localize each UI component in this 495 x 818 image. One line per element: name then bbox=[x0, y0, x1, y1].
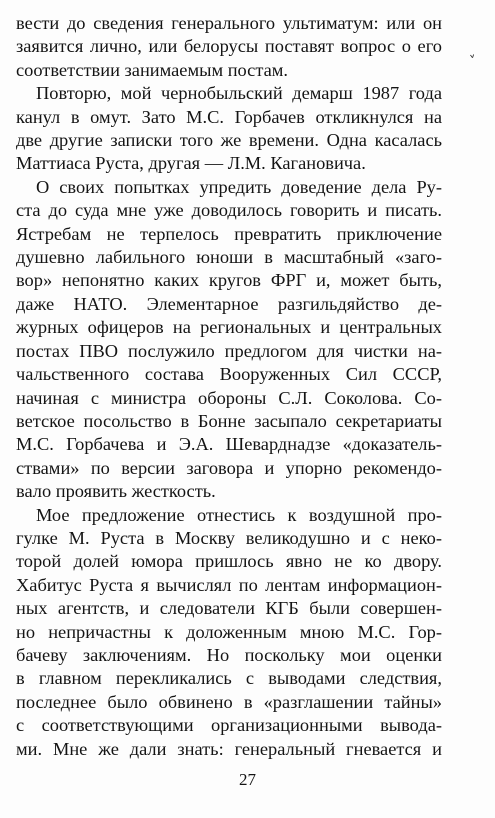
text-line: даже НАТО. Элементарное разгильдяйство де- bbox=[16, 293, 442, 314]
text-line: чальственного состава Вооруженных Сил СССР, bbox=[16, 364, 442, 385]
text-line: последнее было обвинено в «разглашении тайны» bbox=[16, 691, 442, 712]
text-line: ветское посольство в Бонне засыпало секретариаты bbox=[16, 410, 442, 431]
text-line: ста до суда мне уже доводилось говорить и писать. bbox=[16, 200, 442, 221]
margin-pen-mark: ˅ bbox=[468, 53, 478, 70]
text-line: начиная с министра обороны С.Л. Соколова. Со- bbox=[16, 387, 442, 408]
text-line: торой долей юмора пришлось явно не ко двору. bbox=[16, 551, 442, 572]
text-line: вало проявить жесткость. bbox=[16, 481, 216, 502]
text-line: две другие записки того же времени. Одна касалась bbox=[16, 130, 442, 151]
text-line: в главном перекликались с выводами следствия, bbox=[16, 668, 442, 689]
text-line: Мое предложение отнестись к воздушной про- bbox=[36, 504, 442, 525]
text-line: Маттиаса Руста, другая — Л.М. Кагановича. bbox=[16, 153, 366, 174]
paragraph bbox=[16, 176, 442, 504]
text-line: канул в омут. Зато М.С. Горбачев откликнулся на bbox=[16, 106, 442, 127]
paragraph bbox=[16, 504, 442, 761]
text-line: но непричастны к доложенным мною М.С. Гор- bbox=[16, 621, 442, 642]
text-line: вор» непонятно каких кругов ФРГ и, может быть, bbox=[16, 270, 442, 291]
text-line: постах ПВО послужило предлогом для чистки на- bbox=[16, 340, 442, 361]
text-line: бачеву заключениям. Но поскольку мои оценки bbox=[16, 644, 442, 665]
text-line: ми. Мне же дали знать: генеральный гневается и bbox=[16, 738, 442, 759]
text-line: душевно лабильного юноши в масштабный «заго- bbox=[16, 247, 442, 268]
text-line: вести до сведения генерального ультиматум: или он bbox=[16, 13, 442, 33]
page-number: 27 bbox=[239, 770, 256, 789]
text-line: ных агентств, и следователи КГБ были совершен- bbox=[16, 598, 442, 619]
paragraph bbox=[16, 82, 442, 176]
text-line: заявится лично, или белорусы поставят вопрос о его bbox=[16, 36, 442, 57]
text-line: М.С. Горбачева и Э.А. Шеварднадзе «доказатель- bbox=[16, 434, 442, 455]
text-line: гулке М. Руста в Москву великодушно и с неко- bbox=[16, 527, 442, 548]
paragraph bbox=[16, 12, 442, 82]
text-line: с соответствующими организационными вывода- bbox=[16, 715, 442, 736]
text-line: ствами» по версии заговора и упорно рекомендо- bbox=[16, 457, 442, 478]
text-line: Ястребам не терпелось превратить приключение bbox=[16, 223, 442, 244]
text-line: соответствии занимаемым постам. bbox=[16, 59, 289, 80]
body-text bbox=[16, 12, 442, 761]
text-line: журных офицеров на региональных и центральных bbox=[16, 317, 442, 338]
text-line: Повторю, мой чернобыльский демарш 1987 года bbox=[36, 83, 442, 104]
text-line: Хабитус Руста я вычислял по лентам информацион- bbox=[16, 574, 442, 595]
text-line: О своих попытках упредить доведение дела Ру- bbox=[36, 176, 442, 197]
